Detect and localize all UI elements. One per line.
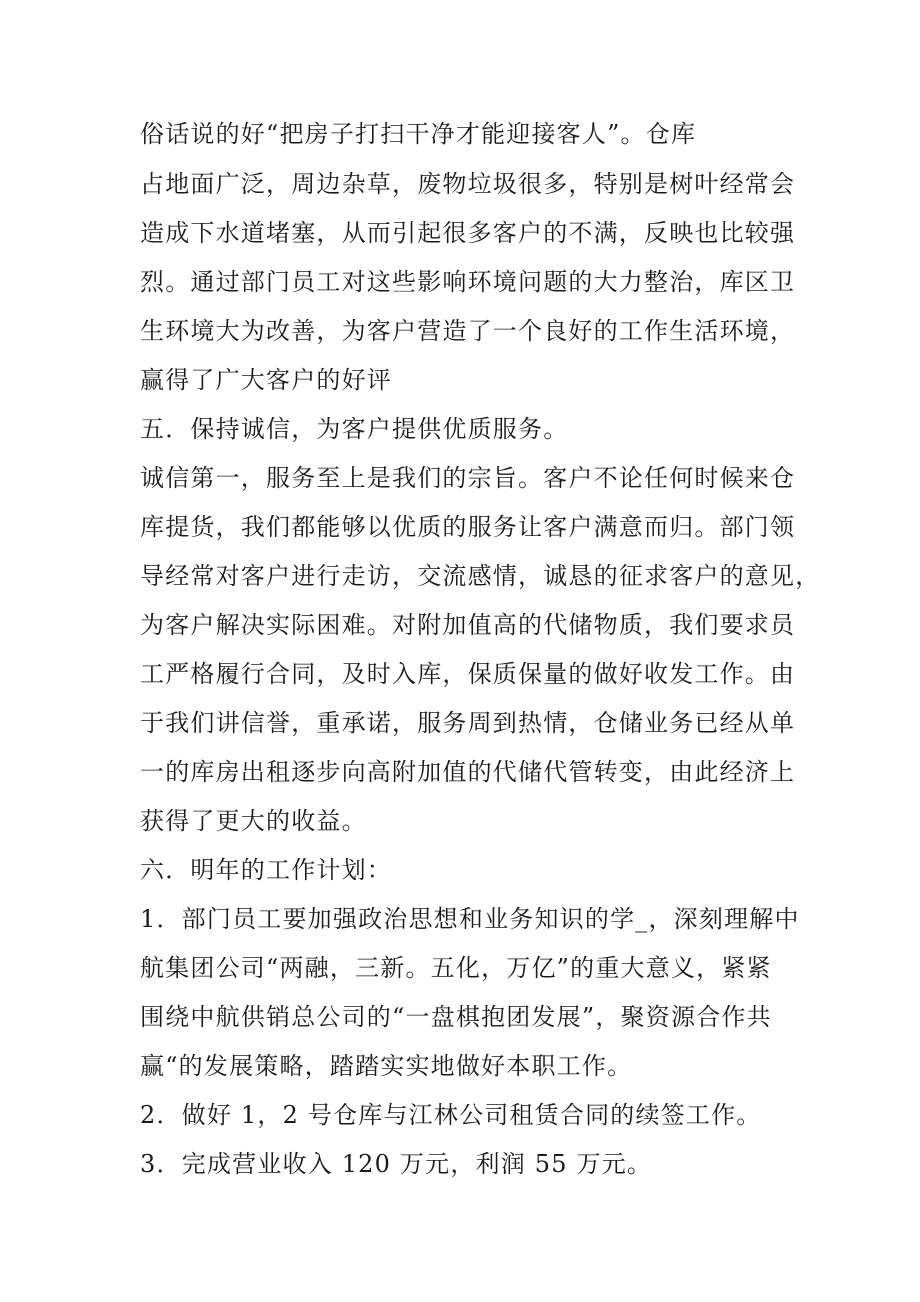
text-line: 造成下水道堵塞，从而引起很多客户的不满，反映也比较强 bbox=[140, 219, 796, 247]
text-line: 占地面广泛，周边杂草，废物垃圾很多，特别是树叶经常会 bbox=[140, 170, 796, 198]
section-heading: 五．保持诚信，为客户提供优质服务。 bbox=[140, 415, 569, 443]
section-heading: 六．明年的工作计划： bbox=[140, 856, 392, 884]
text-line: 围绕中航供销总公司的“一盘棋抱团发展”，聚资源合作共 bbox=[140, 1003, 772, 1031]
text-line: 赢得了广大客户的好评 bbox=[140, 366, 392, 394]
text-line: 库提货，我们都能够以优质的服务让客户满意而归。部门领 bbox=[140, 513, 796, 541]
list-item: 3．完成营业收入 120 万元，利润 55 万元。 bbox=[140, 1150, 653, 1178]
text-line: 于我们讲信誉，重承诺，服务周到热情，仓储业务已经从单 bbox=[140, 709, 796, 737]
list-item: 2．做好 1，2 号仓库与江林公司租赁合同的续签工作。 bbox=[140, 1101, 762, 1129]
text-line: 俗话说的好“把房子打扫干净才能迎接客人”。仓库 bbox=[140, 120, 697, 148]
text-line: 获得了更大的收益。 bbox=[140, 807, 367, 835]
list-item: 1．部门员工要加强政治思想和业务知识的学_，深刻理解中 bbox=[140, 905, 800, 933]
text-line: 烈。通过部门员工对这些影响环境问题的大力整治，库区卫 bbox=[140, 268, 796, 296]
text-line: 一的库房出租逐步向高附加值的代储代管转变，由此经济上 bbox=[140, 758, 796, 786]
text-line: 导经常对客户进行走访，交流感情，诚恳的征求客户的意见， bbox=[140, 562, 821, 590]
text-line: 诚信第一，服务至上是我们的宗旨。客户不论任何时候来仓 bbox=[140, 464, 796, 492]
text-line: 生环境大为改善，为客户营造了一个良好的工作生活环境， bbox=[140, 317, 796, 345]
text-line: 工严格履行合同，及时入库，保质保量的做好收发工作。由 bbox=[140, 660, 796, 688]
text-line: 为客户解决实际困难。对附加值高的代储物质，我们要求员 bbox=[140, 611, 796, 639]
text-line: 航集团公司“两融，三新。五化，万亿”的重大意义，紧紧 bbox=[140, 954, 772, 982]
text-line: 赢“的发展策略，踏踏实实地做好本职工作。 bbox=[140, 1052, 633, 1080]
